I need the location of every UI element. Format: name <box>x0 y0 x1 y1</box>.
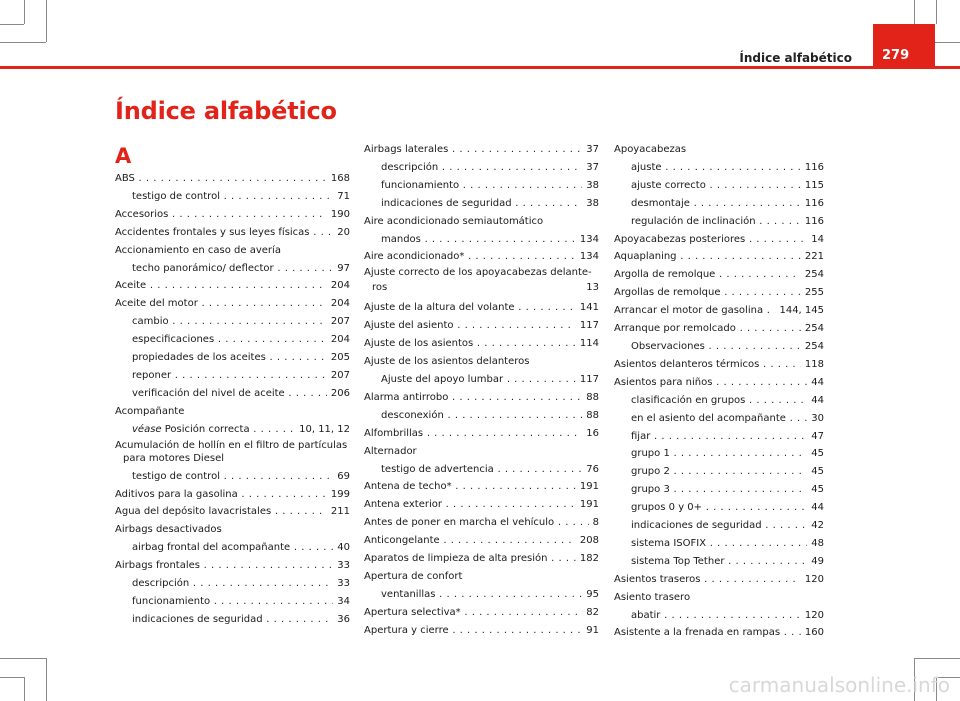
entry-page: 254 <box>801 338 824 356</box>
entry-term: Airbags frontales . . . <box>115 560 350 571</box>
index-entry <box>115 206 350 224</box>
index-subentry <box>614 195 824 213</box>
index-entry <box>614 141 824 159</box>
entry-page: 42 <box>807 517 824 535</box>
entry-term: ajuste correcto . . . <box>631 180 824 191</box>
index-entry <box>364 353 599 371</box>
entry-page: 134 <box>576 248 599 266</box>
entry-page: 207 <box>327 313 350 331</box>
index-column-1 <box>115 145 350 629</box>
index-entry <box>364 514 599 532</box>
index-subentry <box>364 586 599 604</box>
index-subentry <box>364 371 599 389</box>
entry-term: Asientos traseros . . . <box>614 574 824 585</box>
index-entry <box>614 266 824 284</box>
entry-term: grupos 0 y 0+ . . . <box>631 502 824 513</box>
entry-term: reponer . . . <box>132 370 350 381</box>
entry-page: 160 <box>801 624 824 642</box>
index-entry <box>614 589 824 607</box>
entry-page: 204 <box>327 277 350 295</box>
index-entry <box>115 277 350 295</box>
entry-term: Observaciones . . . <box>631 341 824 352</box>
entry-term: Aditivos para la gasolina . . . <box>115 489 350 500</box>
entry-term: sistema ISOFIX . . . <box>631 538 824 549</box>
index-subentry <box>364 407 599 425</box>
index-subentry <box>614 463 824 481</box>
entry-term: regulación de inclinación . . . <box>631 216 824 227</box>
entry-page: 82 <box>582 604 599 622</box>
crop-mark <box>0 658 46 659</box>
index-subentry <box>364 461 599 479</box>
index-subentry <box>115 260 350 278</box>
entry-term: Ajuste del asiento . . . <box>364 320 599 331</box>
entry-term: grupo 3 . . . <box>631 484 824 495</box>
entry-term: Aire acondicionado* . . . <box>364 251 599 262</box>
index-entry <box>364 299 599 317</box>
entry-page: 182 <box>576 550 599 568</box>
entry-page: 97 <box>333 260 350 278</box>
entry-term: Anticongelante . . . <box>364 535 599 546</box>
entry-term: testigo de control . . . <box>132 191 350 202</box>
index-subentry <box>614 445 824 463</box>
index-entry <box>115 503 350 521</box>
entry-page: 45 <box>807 481 824 499</box>
entry-page: 191 <box>576 496 599 514</box>
entry-page: 208 <box>576 532 599 550</box>
entry-term: testigo de control . . . <box>132 471 350 482</box>
entry-page: 221 <box>801 248 824 266</box>
entry-page: 205 <box>327 349 350 367</box>
entry-term: Apoyacabezas posteriores . . . <box>614 234 824 245</box>
index-entry <box>364 604 599 622</box>
index-entry <box>364 141 599 159</box>
index-subentry <box>614 517 824 535</box>
index-subentry <box>115 539 350 557</box>
entry-page: 69 <box>333 468 350 486</box>
crop-mark <box>0 42 46 43</box>
entry-term: sistema Top Tether . . . <box>631 556 824 567</box>
index-subentry <box>115 349 350 367</box>
index-entry <box>364 317 599 335</box>
entry-term: especificaciones . . . <box>132 334 350 345</box>
index-entry <box>115 224 350 242</box>
entry-term: indicaciones de seguridad . . . <box>381 198 599 209</box>
entry-term: Antena de techo* . . . <box>364 481 599 492</box>
entry-page: 199 <box>327 486 350 504</box>
crop-mark <box>24 677 25 701</box>
index-entry <box>614 302 824 320</box>
entry-term: Agua del depósito lavacristales . . . <box>115 506 350 517</box>
entry-term: fijar . . . <box>631 431 824 442</box>
crop-mark <box>0 24 24 25</box>
section-letter: A <box>115 144 132 168</box>
entry-term: grupo 2 . . . <box>631 466 824 477</box>
index-subentry <box>614 177 824 195</box>
entry-term: Ajuste del apoyo lumbar . . . <box>381 374 599 385</box>
entry-term: techo panorámico/ deflector . . . <box>132 263 350 274</box>
watermark: carmanualsonline.info <box>728 673 950 697</box>
index-subentry <box>115 593 350 611</box>
entry-page: 20 <box>333 224 350 242</box>
entry-term: Airbags laterales . . . <box>364 144 599 155</box>
entry-term: ajuste . . . <box>631 162 824 173</box>
entry-page: 76 <box>582 461 599 479</box>
entry-page: 206 <box>327 385 350 403</box>
index-subentry <box>614 535 824 553</box>
entry-term: en el asiento del acompañante . . . <box>631 413 824 424</box>
index-subentry <box>115 385 350 403</box>
entry-term: Apoyacabezas <box>614 144 687 155</box>
crop-mark <box>46 658 47 701</box>
index-subentry <box>614 410 824 428</box>
index-entry <box>115 403 350 421</box>
index-subentry <box>115 331 350 349</box>
page-number-text: 279 <box>882 48 910 63</box>
entry-term: Acompañante <box>115 405 185 417</box>
index-entry <box>614 248 824 266</box>
index-entry <box>364 425 599 443</box>
entry-term: indicaciones de seguridad . . . <box>132 614 350 625</box>
see-reference: véase <box>132 423 162 435</box>
entry-term: Arrancar el motor de gasolina . . . <box>614 305 824 316</box>
entry-page: 255 <box>801 284 824 302</box>
entry-term: Accionamiento en caso de avería <box>115 244 281 256</box>
entry-term: Asiento trasero <box>614 591 691 603</box>
entry-term: Apertura y cierre . . . <box>364 625 599 636</box>
index-entry <box>364 568 599 586</box>
index-subentry <box>364 231 599 249</box>
entry-term: Apertura selectiva* . . . <box>364 607 599 618</box>
entry-term: desconexión . . . <box>381 410 599 421</box>
entry-term: Accesorios . . . <box>115 209 350 220</box>
index-entry <box>614 571 824 589</box>
entry-term: Aceite del motor . . . <box>115 298 350 309</box>
entry-page: 254 <box>801 320 824 338</box>
index-subentry <box>614 553 824 571</box>
entry-term: descripción . . . <box>132 578 350 589</box>
index-subentry <box>364 195 599 213</box>
entry-page: 34 <box>333 593 350 611</box>
entry-page: 204 <box>327 295 350 313</box>
entry-page: 88 <box>582 389 599 407</box>
entry-term: abatir . . . <box>631 610 824 621</box>
entry-term: ABS . . . <box>115 173 350 184</box>
entry-page: 38 <box>582 177 599 195</box>
index-entry <box>115 557 350 575</box>
entry-term: Posición correcta . . . <box>165 424 350 435</box>
entry-term: propiedades de los aceites . . . <box>132 352 350 363</box>
page-number <box>873 24 935 69</box>
entry-term: cambio . . . <box>132 316 350 327</box>
entry-term: Asistente a la frenada en rampas . . . <box>614 627 824 638</box>
entry-page: 120 <box>801 607 824 625</box>
entry-term: Airbags desactivados <box>115 524 222 536</box>
index-subentry <box>614 607 824 625</box>
entry-page: 37 <box>582 141 599 159</box>
entry-page: 49 <box>807 553 824 571</box>
index-subentry <box>614 428 824 446</box>
entry-page: 254 <box>801 266 824 284</box>
entry-page: 144, 145 <box>775 302 824 320</box>
index-entry <box>614 624 824 642</box>
index-subentry <box>614 499 824 517</box>
index-subentry <box>115 367 350 385</box>
index-subentry <box>614 481 824 499</box>
index-entry <box>364 622 599 640</box>
entry-term: Aquaplaning . . . <box>614 251 824 262</box>
entry-page: 33 <box>333 557 350 575</box>
entry-page: 45 <box>807 463 824 481</box>
entry-page: 38 <box>582 195 599 213</box>
index-entry <box>364 532 599 550</box>
entry-term: Alarma antirrobo . . . <box>364 392 599 403</box>
index-entry <box>364 389 599 407</box>
entry-term: Apertura de confort <box>364 570 463 582</box>
entry-page: 44 <box>807 499 824 517</box>
entry-term: Ajuste de la altura del volante . . . <box>364 302 599 313</box>
entry-page: 116 <box>801 195 824 213</box>
entry-page: 71 <box>333 188 350 206</box>
index-subentry <box>115 611 350 629</box>
entry-term: grupo 1 . . . <box>631 448 824 459</box>
entry-term: mandos . . . <box>381 234 599 245</box>
entry-page: 44 <box>807 392 824 410</box>
entry-page: 211 <box>327 503 350 521</box>
page-title: Índice alfabético <box>115 97 337 125</box>
entry-term: funcionamiento . . . <box>381 180 599 191</box>
entry-page: 95 <box>582 586 599 604</box>
index-subentry <box>614 213 824 231</box>
entry-page: 45 <box>807 445 824 463</box>
entry-page: 44 <box>807 374 824 392</box>
index-entry <box>115 295 350 313</box>
entry-term: Antes de poner en marcha el vehículo . . . <box>364 517 599 528</box>
crop-mark <box>46 0 47 42</box>
entry-term: verificación del nivel de aceite . . . <box>132 388 350 399</box>
entry-term: Ajuste correcto de los apoyacabezas delante- <box>364 267 592 279</box>
entry-page: 48 <box>807 535 824 553</box>
entry-term: Alternador <box>364 445 417 457</box>
index-entry <box>364 248 599 266</box>
index-subentry <box>115 188 350 206</box>
entry-term: Acumulación de hollín en el filtro de partículas <box>115 439 348 451</box>
entry-term: desmontaje . . . <box>631 198 824 209</box>
index-entry <box>115 242 350 260</box>
crop-mark <box>914 658 960 659</box>
index-subentry <box>115 575 350 593</box>
index-entry <box>364 550 599 568</box>
entry-page: 134 <box>576 231 599 249</box>
index-subentry <box>115 468 350 486</box>
index-subentry <box>364 159 599 177</box>
index-entry <box>115 486 350 504</box>
index-entry <box>614 284 824 302</box>
entry-page: 10, 11, 12 <box>295 421 350 439</box>
entry-term: Arranque por remolcado . . . <box>614 323 824 334</box>
entry-term: airbag frontal del acompañante . . . <box>132 542 350 553</box>
entry-term: Accidentes frontales y sus leyes físicas . . . <box>115 227 350 238</box>
entry-page: 191 <box>576 478 599 496</box>
entry-term: Argollas de remolque . . . <box>614 287 824 298</box>
entry-page: 117 <box>576 317 599 335</box>
entry-term-continuation-text: ros <box>372 282 388 294</box>
entry-term: funcionamiento . . . <box>132 596 350 607</box>
entry-page: 37 <box>582 159 599 177</box>
entry-page: 190 <box>327 206 350 224</box>
index-entry <box>614 356 824 374</box>
entry-term-continuation: para motores Diesel <box>123 452 224 464</box>
entry-term: descripción . . . <box>381 162 599 173</box>
entry-term: Aparatos de limpieza de alta presión . . . <box>364 553 599 564</box>
entry-term: Aceite . . . <box>115 280 350 291</box>
entry-page: 8 <box>589 514 599 532</box>
entry-page: 141 <box>576 299 599 317</box>
index-subentry <box>115 313 350 331</box>
entry-term: Alfombrillas . . . <box>364 428 599 439</box>
index-subentry <box>614 338 824 356</box>
entry-term: Ajuste de los asientos . . . <box>364 338 599 349</box>
entry-term: Argolla de remolque . . . <box>614 269 824 280</box>
crop-mark <box>936 0 937 24</box>
entry-term: clasificación en grupos . . . <box>631 395 824 406</box>
entry-page: 33 <box>333 575 350 593</box>
entry-term: ventanillas . . . <box>381 589 599 600</box>
index-entry <box>614 320 824 338</box>
index-entry <box>115 521 350 539</box>
entry-page: 36 <box>333 611 350 629</box>
entry-page: 116 <box>801 159 824 177</box>
index-entry <box>614 231 824 249</box>
entry-page: 168 <box>327 170 350 188</box>
index-entry <box>364 443 599 461</box>
entry-page: 115 <box>801 177 824 195</box>
entry-page: 120 <box>801 571 824 589</box>
entry-page: 114 <box>576 335 599 353</box>
entry-term: Asientos para niños . . . <box>614 377 824 388</box>
index-column-3 <box>614 141 824 642</box>
index-entry <box>115 170 350 188</box>
entry-page: 118 <box>801 356 824 374</box>
crop-mark <box>0 677 24 678</box>
index-entry <box>364 213 599 231</box>
index-subentry <box>614 392 824 410</box>
entry-page: 91 <box>582 622 599 640</box>
index-entry <box>364 266 599 299</box>
index-entry <box>364 478 599 496</box>
index-entry <box>115 439 350 468</box>
entry-page: 40 <box>333 539 350 557</box>
entry-page: 88 <box>582 407 599 425</box>
header-rule <box>0 66 960 69</box>
index-subentry <box>115 421 350 439</box>
crop-mark <box>24 0 25 24</box>
entry-page: 116 <box>801 213 824 231</box>
entry-term: Aire acondicionado semiautomático <box>364 215 544 227</box>
entry-term: Asientos delanteros térmicos . . . <box>614 359 824 370</box>
entry-page: 30 <box>807 410 824 428</box>
entry-term-continuation <box>364 279 599 296</box>
entry-page: 207 <box>327 367 350 385</box>
index-entry <box>364 496 599 514</box>
entry-page: 16 <box>582 425 599 443</box>
entry-term: testigo de advertencia . . . <box>381 464 599 475</box>
running-header-title: Índice alfabético <box>739 51 852 65</box>
index-subentry <box>614 159 824 177</box>
entry-page: 117 <box>576 371 599 389</box>
index-entry <box>364 335 599 353</box>
entry-term: Ajuste de los asientos delanteros <box>364 356 530 368</box>
entry-page: 204 <box>327 331 350 349</box>
entry-page: 47 <box>807 428 824 446</box>
entry-page: 13 <box>582 279 599 296</box>
entry-term: Antena exterior . . . <box>364 499 599 510</box>
entry-page: 14 <box>807 231 824 249</box>
index-column-2 <box>364 141 599 640</box>
index-entry <box>614 374 824 392</box>
index-subentry <box>364 177 599 195</box>
entry-term: indicaciones de seguridad . . . <box>631 520 824 531</box>
